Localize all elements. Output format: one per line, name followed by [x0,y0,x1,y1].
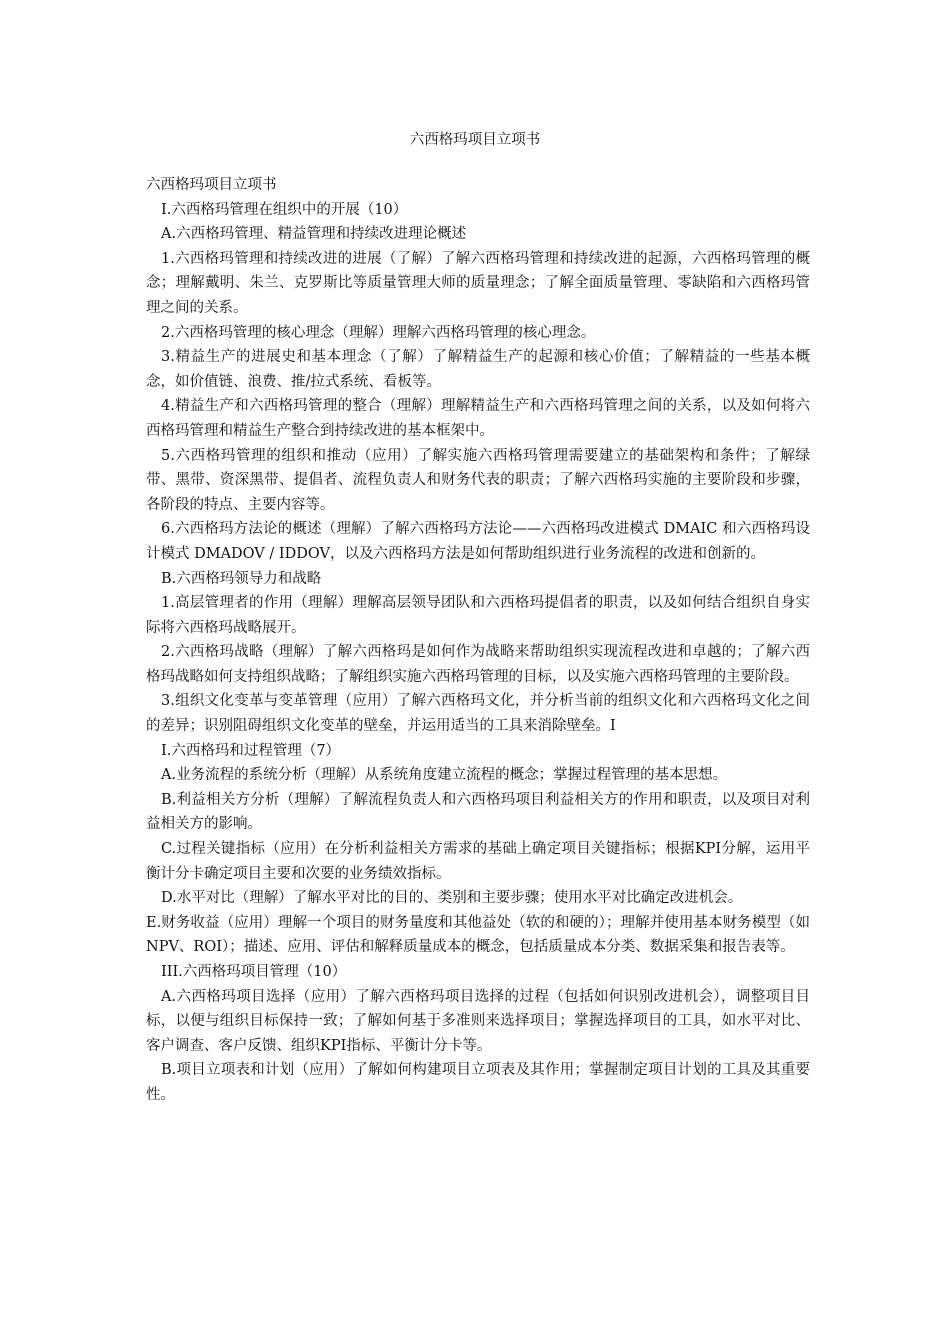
document-title: 六西格玛项目立项书 [409,132,541,148]
document-body [146,173,810,1108]
paragraph: 6.六西格玛方法论的概述（理解）了解六西格玛方法论——六西格玛改进模式 DMAIC 和六西格玛设计模式 DMADOV / IDDOV，以及六西格玛方法是如何帮助组织进行业务流程的改进和创新的。 [146,521,810,562]
paragraph: 3.精益生产的进展史和基本理念（了解）了解精益生产的起源和核心价值；了解精益的一些基本概念，如价值链、浪费、推/拉式系统、看板等。 [146,349,810,390]
paragraph: 5.六西格玛管理的组织和推动（应用）了解实施六西格玛管理需要建立的基础架构和条件；了解绿带、黑带、资深黑带、提倡者、流程负责人和财务代表的职责；了解六西格玛实施的主要阶段和步骤，各阶段的特点、主要内容等。 [146,447,810,513]
paragraph: 六西格玛项目立项书 [146,177,277,193]
paragraph: D.水平对比（理解）了解水平对比的目的、类别和主要步骤；使用水平对比确定改进机会。 [161,890,743,907]
paragraph: A.六西格玛项目选择（应用）了解六西格玛项目选择的过程（包括如何识别改进机会），调整项目目标，以便与组织目标保持一致；了解如何基于多准则来选择项目；掌握选择项目的工具，如水平对比、客户调查、客户反馈、组织KPI指标、平衡计分卡等。 [146,988,810,1054]
paragraph: 1.六西格玛管理和持续改进的进展（了解）了解六西格玛管理和持续改进的起源，六西格玛管理的概念；理解戴明、朱兰、克罗斯比等质量管理大师的质量理念；了解全面质量管理、零缺陷和六西格玛管理之间的关系。 [146,250,810,316]
paragraph: A.业务流程的系统分析（理解）从系统角度建立流程的概念；掌握过程管理的基本思想。 [161,767,728,784]
paragraph: 2.六西格玛战略（理解）了解六西格玛是如何作为战略来帮助组织实现流程改进和卓越的；了解六西格玛战略如何支持组织战略；了解组织实施六西格玛管理的目标，以及实施六西格玛管理的主要阶段。 [146,644,810,685]
paragraph: C.过程关键指标（应用）在分析利益相关方需求的基础上确定项目关键指标；根据KPI分解，运用平衡计分卡确定项目主要和次要的业务绩效指标。 [146,841,810,882]
paragraph: A.六西格玛管理、精益管理和持续改进理论概述 [161,226,467,243]
paragraph: 4.精益生产和六西格玛管理的整合（理解）理解精益生产和六西格玛管理之间的关系，以及如何将六西格玛管理和精益生产整合到持续改进的基本框架中。 [146,398,810,439]
paragraph: B.利益相关方分析（理解）了解流程负责人和六西格玛项目利益相关方的作用和职责，以及项目对利益相关方的影响。 [146,791,810,833]
paragraph: I.六西格玛管理在组织中的开展（10） [161,201,408,218]
paragraph: I.六西格玛和过程管理（7） [161,742,341,759]
paragraph: 1.高层管理者的作用（理解）理解高层领导团队和六西格玛提倡者的职责，以及如何结合组织自身实际将六西格玛战略展开。 [146,595,810,636]
paragraph: III.六西格玛项目管理（10） [161,964,347,980]
paragraph: E.财务收益（应用）理解一个项目的财务量度和其他益处（软的和硬的）；理解并使用基本财务模型（如NPV、ROI）；描述、应用、评估和解释质量成本的概念，包括质量成本分类、数据采集和报告表等。 [146,914,810,956]
paragraph: B.六西格玛领导力和战略 [161,570,322,587]
paragraph: 3.组织文化变革与变革管理（应用）了解六西格玛文化，并分析当前的组织文化和六西格玛文化之间的差异；识别阻碍组织文化变革的壁垒，并运用适当的工具来消除壁垒。I [146,693,810,735]
paragraph: B.项目立项表和计划（应用）了解如何构建项目立项表及其作用；掌握制定项目计划的工具及其重要性。 [146,1062,810,1103]
paragraph: 2.六西格玛管理的核心理念（理解）理解六西格玛管理的核心理念。 [161,324,596,341]
